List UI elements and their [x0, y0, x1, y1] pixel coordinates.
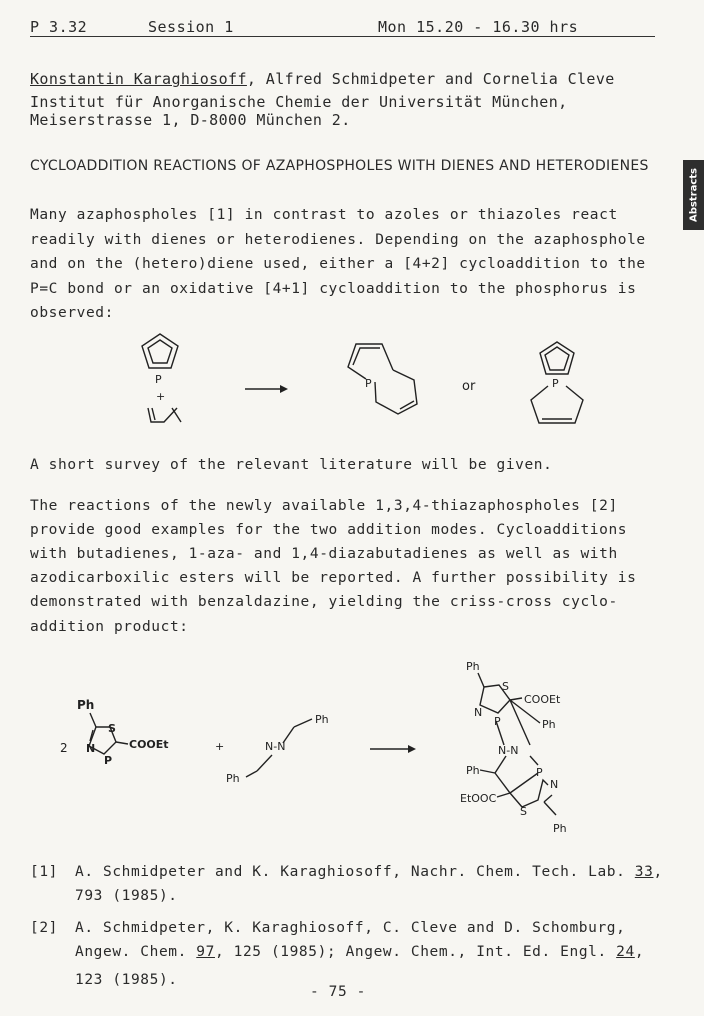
reference-number: [2]: [30, 920, 58, 936]
svg-text:N-N: N-N: [265, 740, 286, 753]
svg-text:Ph: Ph: [315, 713, 329, 726]
benzaldazine-reactant: [226, 713, 329, 785]
svg-text:COOEt: COOEt: [524, 693, 561, 706]
reaction-arrow: [370, 745, 416, 753]
session-label: Session 1: [148, 18, 234, 36]
reference-text: Angew. Chem. 97, 125 (1985); Angew. Chem., Int. Ed. Engl. 24,: [75, 944, 645, 960]
paragraph-line: observed:: [30, 305, 114, 321]
header-rule: [30, 36, 655, 37]
svg-text:N: N: [550, 778, 559, 791]
reference-text: A. Schmidpeter and K. Karaghiosoff, Nachr. Chem. Tech. Lab. 33,: [75, 864, 663, 880]
svg-text:Ph: Ph: [553, 822, 567, 835]
plus-sign: +: [215, 740, 225, 753]
abstract-title: CYCLOADDITION REACTIONS OF AZAPHOSPHOLES WITH DIENES AND HETERODIENES: [30, 158, 649, 174]
paragraph-line: P=C bond or an oxidative [4+1] cycloaddition to the phosphorus is: [30, 281, 637, 297]
paragraph-line: provide good examples for the two addition modes. Cycloadditions: [30, 522, 628, 538]
cycloaddition-scheme: [120, 322, 620, 432]
svg-text:COOEt: COOEt: [129, 738, 169, 751]
session-time: Mon 15.20 - 16.30 hrs: [378, 18, 579, 36]
svg-text:Ph: Ph: [226, 772, 240, 785]
svg-text:P: P: [104, 754, 113, 767]
authors: [30, 70, 615, 88]
svg-text:Ph: Ph: [466, 764, 480, 777]
svg-text:P: P: [494, 715, 501, 728]
plus-sign: +: [156, 390, 166, 403]
svg-text:2: 2: [60, 741, 68, 755]
page-number: - 75 -: [310, 984, 366, 1000]
paper-code: P 3.32: [30, 18, 88, 36]
svg-text:Ph: Ph: [542, 718, 556, 731]
affiliation-line: Meiserstrasse 1, D-8000 München 2.: [30, 111, 351, 129]
svg-text:EtOOC: EtOOC: [460, 792, 497, 805]
spirocyclic-product: [460, 660, 567, 835]
svg-text:Ph: Ph: [77, 698, 95, 712]
svg-text:Ph: Ph: [466, 660, 480, 673]
reaction-arrow: [245, 385, 288, 393]
svg-text:S: S: [520, 805, 527, 818]
svg-text:P: P: [365, 377, 372, 390]
paragraph-line: Many azaphospholes [1] in contrast to azoles or thiazoles react: [30, 207, 618, 223]
paragraph-line: azodicarboxilic esters will be reported. A further possibility is: [30, 570, 637, 586]
reference-text: A. Schmidpeter, K. Karaghiosoff, C. Cleve and D. Schomburg,: [75, 920, 626, 936]
paragraph-line: The reactions of the newly available 1,3,4-thiazaphospholes [2]: [30, 498, 618, 514]
paragraph-line: demonstrated with benzaldazine, yielding the criss-cross cyclo-: [30, 594, 618, 610]
svg-text:N: N: [474, 706, 483, 719]
or-label: or: [462, 379, 476, 394]
co-authors: , Alfred Schmidpeter and Cornelia Cleve: [246, 70, 615, 88]
presenting-author: Konstantin Karaghiosoff: [30, 70, 247, 88]
paragraph-line: and on the (hetero)diene used, either a [4+2] cycloaddition to the: [30, 256, 646, 272]
criss-cross-scheme: [50, 655, 610, 845]
reference-text: 123 (1985).: [75, 972, 178, 988]
reference-text: 793 (1985).: [75, 888, 178, 904]
phosphole-reactant: [142, 334, 178, 386]
svg-text:N-N: N-N: [498, 744, 519, 757]
reference-number: [1]: [30, 864, 58, 880]
abstracts-tab: Abstracts: [683, 160, 704, 230]
svg-text:P: P: [552, 377, 559, 390]
thiazaphosphole-reactant: [60, 698, 169, 767]
paragraph-line: readily with dienes or heterodienes. Depending on the azaphosphole: [30, 232, 646, 248]
bicyclic-product: [348, 344, 417, 414]
svg-text:S: S: [108, 722, 116, 735]
paragraph-line: with butadienes, 1-aza- and 1,4-diazabutadienes as well as with: [30, 546, 618, 562]
svg-text:N: N: [86, 742, 96, 755]
affiliation-line: Institut für Anorganische Chemie der Universität München,: [30, 93, 568, 111]
spiro-product: [531, 342, 583, 423]
svg-text:P: P: [536, 766, 543, 779]
diene-reactant: [148, 408, 181, 422]
svg-text:S: S: [502, 680, 509, 693]
paragraph-line: addition product:: [30, 619, 189, 635]
phosphorus-label: P: [155, 373, 162, 386]
survey-sentence: A short survey of the relevant literature will be given.: [30, 457, 553, 473]
